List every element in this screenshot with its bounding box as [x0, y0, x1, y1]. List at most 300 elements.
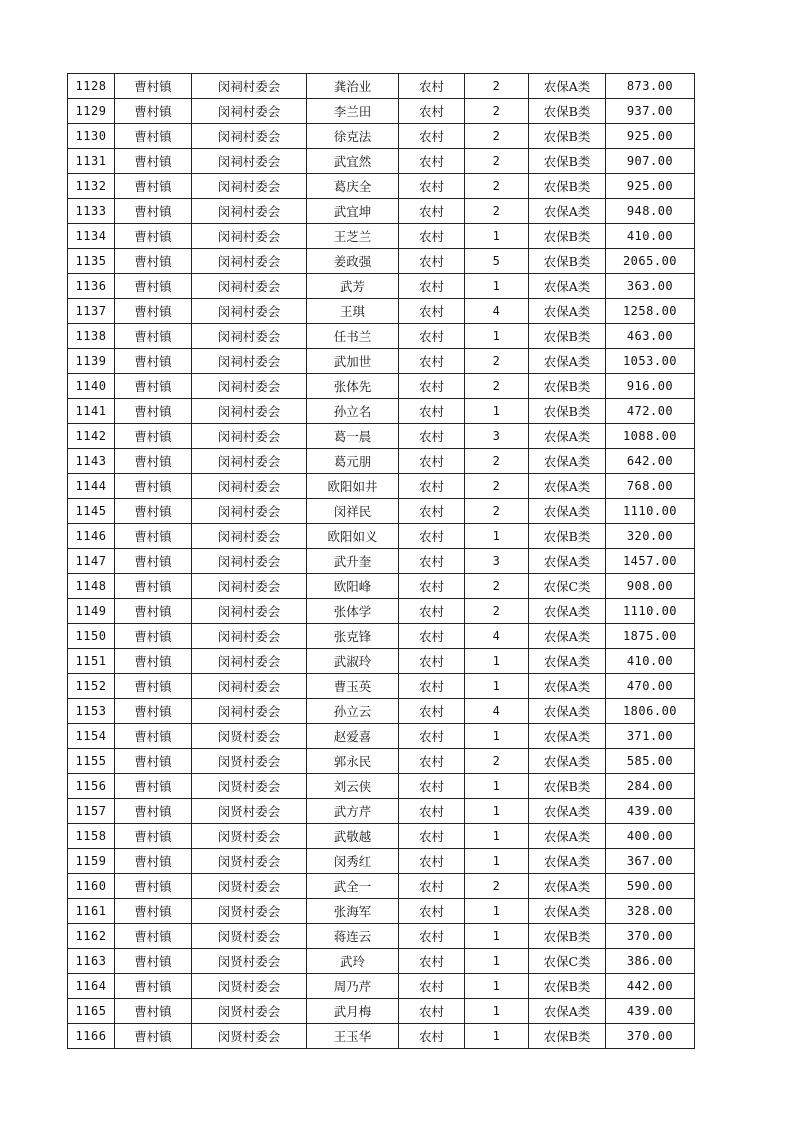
table-row [68, 199, 695, 224]
amount-cell: 370.00 [606, 924, 695, 949]
row-number-cell: 1149 [68, 599, 115, 624]
row-number-cell: 1131 [68, 149, 115, 174]
town-cell: 曹村镇 [115, 774, 192, 799]
village-committee-cell: 闵祠村委会 [192, 574, 307, 599]
insurance-category-cell: 农保C类 [529, 574, 606, 599]
table-row [68, 849, 695, 874]
household-count-cell: 1 [465, 649, 529, 674]
area-type-cell: 农村 [399, 174, 465, 199]
town-cell: 曹村镇 [115, 749, 192, 774]
area-type-cell: 农村 [399, 574, 465, 599]
row-number-cell: 1150 [68, 624, 115, 649]
table-row [68, 799, 695, 824]
person-name-cell: 武玲 [307, 949, 399, 974]
village-committee-cell: 闵祠村委会 [192, 274, 307, 299]
household-count-cell: 4 [465, 299, 529, 324]
area-type-cell: 农村 [399, 324, 465, 349]
area-type-cell: 农村 [399, 899, 465, 924]
row-number-cell: 1145 [68, 499, 115, 524]
area-type-cell: 农村 [399, 949, 465, 974]
village-committee-cell: 闵祠村委会 [192, 549, 307, 574]
insurance-category-cell: 农保A类 [529, 474, 606, 499]
household-count-cell: 4 [465, 624, 529, 649]
row-number-cell: 1147 [68, 549, 115, 574]
person-name-cell: 张海军 [307, 899, 399, 924]
row-number-cell: 1148 [68, 574, 115, 599]
village-committee-cell: 闵贤村委会 [192, 999, 307, 1024]
table-body [68, 74, 695, 1049]
village-committee-cell: 闵贤村委会 [192, 949, 307, 974]
household-count-cell: 1 [465, 924, 529, 949]
amount-cell: 2065.00 [606, 249, 695, 274]
insurance-category-cell: 农保B类 [529, 249, 606, 274]
amount-cell: 320.00 [606, 524, 695, 549]
area-type-cell: 农村 [399, 974, 465, 999]
area-type-cell: 农村 [399, 449, 465, 474]
area-type-cell: 农村 [399, 874, 465, 899]
household-count-cell: 1 [465, 399, 529, 424]
town-cell: 曹村镇 [115, 899, 192, 924]
village-committee-cell: 闵祠村委会 [192, 424, 307, 449]
household-count-cell: 1 [465, 974, 529, 999]
insurance-category-cell: 农保B类 [529, 924, 606, 949]
town-cell: 曹村镇 [115, 674, 192, 699]
person-name-cell: 曹玉英 [307, 674, 399, 699]
town-cell: 曹村镇 [115, 124, 192, 149]
insurance-category-cell: 农保A类 [529, 849, 606, 874]
table-row [68, 774, 695, 799]
insurance-category-cell: 农保A类 [529, 674, 606, 699]
area-type-cell: 农村 [399, 149, 465, 174]
household-count-cell: 2 [465, 199, 529, 224]
village-committee-cell: 闵贤村委会 [192, 799, 307, 824]
household-count-cell: 1 [465, 1024, 529, 1049]
amount-cell: 472.00 [606, 399, 695, 424]
row-number-cell: 1133 [68, 199, 115, 224]
household-count-cell: 2 [465, 149, 529, 174]
town-cell: 曹村镇 [115, 474, 192, 499]
row-number-cell: 1143 [68, 449, 115, 474]
village-committee-cell: 闵贤村委会 [192, 749, 307, 774]
amount-cell: 925.00 [606, 124, 695, 149]
table-row [68, 249, 695, 274]
insurance-category-cell: 农保A类 [529, 499, 606, 524]
insurance-category-cell: 农保B类 [529, 974, 606, 999]
village-committee-cell: 闵贤村委会 [192, 974, 307, 999]
table-row [68, 149, 695, 174]
amount-cell: 1258.00 [606, 299, 695, 324]
town-cell: 曹村镇 [115, 449, 192, 474]
household-count-cell: 2 [465, 499, 529, 524]
village-committee-cell: 闵祠村委会 [192, 174, 307, 199]
insurance-category-cell: 农保B类 [529, 374, 606, 399]
area-type-cell: 农村 [399, 74, 465, 99]
insurance-category-cell: 农保B类 [529, 774, 606, 799]
household-count-cell: 2 [465, 574, 529, 599]
household-count-cell: 1 [465, 524, 529, 549]
row-number-cell: 1138 [68, 324, 115, 349]
insurance-category-cell: 农保A类 [529, 624, 606, 649]
table-row [68, 549, 695, 574]
row-number-cell: 1164 [68, 974, 115, 999]
row-number-cell: 1158 [68, 824, 115, 849]
village-committee-cell: 闵祠村委会 [192, 324, 307, 349]
village-committee-cell: 闵贤村委会 [192, 849, 307, 874]
amount-cell: 363.00 [606, 274, 695, 299]
village-committee-cell: 闵祠村委会 [192, 249, 307, 274]
area-type-cell: 农村 [399, 824, 465, 849]
table-row [68, 824, 695, 849]
area-type-cell: 农村 [399, 524, 465, 549]
amount-cell: 1806.00 [606, 699, 695, 724]
household-count-cell: 1 [465, 999, 529, 1024]
area-type-cell: 农村 [399, 849, 465, 874]
area-type-cell: 农村 [399, 374, 465, 399]
amount-cell: 916.00 [606, 374, 695, 399]
area-type-cell: 农村 [399, 299, 465, 324]
insurance-category-cell: 农保B类 [529, 399, 606, 424]
table-row [68, 624, 695, 649]
household-count-cell: 1 [465, 799, 529, 824]
insurance-category-cell: 农保B类 [529, 324, 606, 349]
person-name-cell: 王芝兰 [307, 224, 399, 249]
area-type-cell: 农村 [399, 724, 465, 749]
row-number-cell: 1162 [68, 924, 115, 949]
town-cell: 曹村镇 [115, 999, 192, 1024]
table-row [68, 224, 695, 249]
town-cell: 曹村镇 [115, 399, 192, 424]
table-row [68, 74, 695, 99]
area-type-cell: 农村 [399, 624, 465, 649]
town-cell: 曹村镇 [115, 1024, 192, 1049]
town-cell: 曹村镇 [115, 174, 192, 199]
area-type-cell: 农村 [399, 1024, 465, 1049]
table-row [68, 1024, 695, 1049]
table-row [68, 874, 695, 899]
household-count-cell: 1 [465, 824, 529, 849]
village-committee-cell: 闵祠村委会 [192, 699, 307, 724]
area-type-cell: 农村 [399, 924, 465, 949]
row-number-cell: 1166 [68, 1024, 115, 1049]
amount-cell: 585.00 [606, 749, 695, 774]
village-committee-cell: 闵贤村委会 [192, 774, 307, 799]
table-row [68, 949, 695, 974]
household-count-cell: 3 [465, 424, 529, 449]
row-number-cell: 1146 [68, 524, 115, 549]
town-cell: 曹村镇 [115, 724, 192, 749]
amount-cell: 873.00 [606, 74, 695, 99]
town-cell: 曹村镇 [115, 599, 192, 624]
area-type-cell: 农村 [399, 474, 465, 499]
amount-cell: 937.00 [606, 99, 695, 124]
row-number-cell: 1156 [68, 774, 115, 799]
town-cell: 曹村镇 [115, 349, 192, 374]
household-count-cell: 1 [465, 724, 529, 749]
table-row [68, 174, 695, 199]
household-count-cell: 2 [465, 874, 529, 899]
row-number-cell: 1136 [68, 274, 115, 299]
person-name-cell: 武月梅 [307, 999, 399, 1024]
amount-cell: 370.00 [606, 1024, 695, 1049]
person-name-cell: 孙立云 [307, 699, 399, 724]
person-name-cell: 龚治业 [307, 74, 399, 99]
area-type-cell: 农村 [399, 224, 465, 249]
village-committee-cell: 闵祠村委会 [192, 199, 307, 224]
row-number-cell: 1137 [68, 299, 115, 324]
person-name-cell: 武宜坤 [307, 199, 399, 224]
table-row [68, 124, 695, 149]
household-count-cell: 1 [465, 274, 529, 299]
table-row [68, 999, 695, 1024]
town-cell: 曹村镇 [115, 524, 192, 549]
area-type-cell: 农村 [399, 249, 465, 274]
amount-cell: 439.00 [606, 999, 695, 1024]
row-number-cell: 1153 [68, 699, 115, 724]
table-row [68, 449, 695, 474]
person-name-cell: 武全一 [307, 874, 399, 899]
person-name-cell: 孙立名 [307, 399, 399, 424]
area-type-cell: 农村 [399, 274, 465, 299]
household-count-cell: 2 [465, 749, 529, 774]
household-count-cell: 1 [465, 224, 529, 249]
area-type-cell: 农村 [399, 199, 465, 224]
household-count-cell: 1 [465, 899, 529, 924]
amount-cell: 590.00 [606, 874, 695, 899]
town-cell: 曹村镇 [115, 949, 192, 974]
person-name-cell: 武宜然 [307, 149, 399, 174]
amount-cell: 400.00 [606, 824, 695, 849]
amount-cell: 925.00 [606, 174, 695, 199]
insurance-category-cell: 农保A类 [529, 649, 606, 674]
row-number-cell: 1151 [68, 649, 115, 674]
insurance-category-cell: 农保A类 [529, 599, 606, 624]
table-row [68, 749, 695, 774]
insurance-category-cell: 农保B类 [529, 99, 606, 124]
table-row [68, 324, 695, 349]
table-row [68, 524, 695, 549]
table-row [68, 974, 695, 999]
village-committee-cell: 闵祠村委会 [192, 374, 307, 399]
person-name-cell: 闵祥民 [307, 499, 399, 524]
amount-cell: 908.00 [606, 574, 695, 599]
household-count-cell: 2 [465, 124, 529, 149]
household-count-cell: 1 [465, 949, 529, 974]
table-row [68, 574, 695, 599]
area-type-cell: 农村 [399, 999, 465, 1024]
table-row [68, 374, 695, 399]
amount-cell: 410.00 [606, 649, 695, 674]
household-count-cell: 1 [465, 324, 529, 349]
person-name-cell: 葛一晨 [307, 424, 399, 449]
amount-cell: 463.00 [606, 324, 695, 349]
village-committee-cell: 闵祠村委会 [192, 649, 307, 674]
insurance-category-cell: 农保A类 [529, 199, 606, 224]
town-cell: 曹村镇 [115, 624, 192, 649]
row-number-cell: 1139 [68, 349, 115, 374]
row-number-cell: 1159 [68, 849, 115, 874]
town-cell: 曹村镇 [115, 574, 192, 599]
village-committee-cell: 闵贤村委会 [192, 824, 307, 849]
person-name-cell: 蒋连云 [307, 924, 399, 949]
area-type-cell: 农村 [399, 424, 465, 449]
insurance-category-cell: 农保A类 [529, 349, 606, 374]
town-cell: 曹村镇 [115, 224, 192, 249]
person-name-cell: 武芳 [307, 274, 399, 299]
document-page [67, 73, 695, 1049]
town-cell: 曹村镇 [115, 649, 192, 674]
table-row [68, 274, 695, 299]
village-committee-cell: 闵祠村委会 [192, 399, 307, 424]
person-name-cell: 周乃芹 [307, 974, 399, 999]
insurance-category-cell: 农保A类 [529, 824, 606, 849]
table-row [68, 299, 695, 324]
insurance-category-cell: 农保B类 [529, 174, 606, 199]
area-type-cell: 农村 [399, 699, 465, 724]
amount-cell: 1088.00 [606, 424, 695, 449]
amount-cell: 284.00 [606, 774, 695, 799]
insurance-category-cell: 农保B类 [529, 524, 606, 549]
town-cell: 曹村镇 [115, 799, 192, 824]
person-name-cell: 李兰田 [307, 99, 399, 124]
village-committee-cell: 闵祠村委会 [192, 299, 307, 324]
area-type-cell: 农村 [399, 399, 465, 424]
person-name-cell: 张克锋 [307, 624, 399, 649]
table-row [68, 349, 695, 374]
household-count-cell: 5 [465, 249, 529, 274]
town-cell: 曹村镇 [115, 874, 192, 899]
row-number-cell: 1163 [68, 949, 115, 974]
table-row [68, 599, 695, 624]
town-cell: 曹村镇 [115, 299, 192, 324]
town-cell: 曹村镇 [115, 424, 192, 449]
subsidy-roster-table [67, 73, 695, 1049]
person-name-cell: 王琪 [307, 299, 399, 324]
town-cell: 曹村镇 [115, 249, 192, 274]
village-committee-cell: 闵祠村委会 [192, 124, 307, 149]
row-number-cell: 1160 [68, 874, 115, 899]
person-name-cell: 张体学 [307, 599, 399, 624]
village-committee-cell: 闵祠村委会 [192, 99, 307, 124]
household-count-cell: 2 [465, 449, 529, 474]
household-count-cell: 2 [465, 74, 529, 99]
insurance-category-cell: 农保C类 [529, 949, 606, 974]
area-type-cell: 农村 [399, 799, 465, 824]
town-cell: 曹村镇 [115, 274, 192, 299]
area-type-cell: 农村 [399, 99, 465, 124]
person-name-cell: 武升奎 [307, 549, 399, 574]
person-name-cell: 徐克法 [307, 124, 399, 149]
village-committee-cell: 闵祠村委会 [192, 524, 307, 549]
area-type-cell: 农村 [399, 124, 465, 149]
insurance-category-cell: 农保B类 [529, 1024, 606, 1049]
amount-cell: 1457.00 [606, 549, 695, 574]
household-count-cell: 4 [465, 699, 529, 724]
amount-cell: 410.00 [606, 224, 695, 249]
household-count-cell: 1 [465, 849, 529, 874]
insurance-category-cell: 农保A类 [529, 449, 606, 474]
amount-cell: 1110.00 [606, 499, 695, 524]
town-cell: 曹村镇 [115, 549, 192, 574]
area-type-cell: 农村 [399, 349, 465, 374]
insurance-category-cell: 农保B类 [529, 149, 606, 174]
village-committee-cell: 闵祠村委会 [192, 674, 307, 699]
row-number-cell: 1130 [68, 124, 115, 149]
area-type-cell: 农村 [399, 649, 465, 674]
row-number-cell: 1155 [68, 749, 115, 774]
household-count-cell: 2 [465, 349, 529, 374]
person-name-cell: 张体先 [307, 374, 399, 399]
insurance-category-cell: 农保A类 [529, 74, 606, 99]
amount-cell: 371.00 [606, 724, 695, 749]
insurance-category-cell: 农保A类 [529, 299, 606, 324]
person-name-cell: 武方芹 [307, 799, 399, 824]
town-cell: 曹村镇 [115, 324, 192, 349]
village-committee-cell: 闵祠村委会 [192, 599, 307, 624]
table-row [68, 399, 695, 424]
amount-cell: 768.00 [606, 474, 695, 499]
insurance-category-cell: 农保A类 [529, 799, 606, 824]
town-cell: 曹村镇 [115, 74, 192, 99]
row-number-cell: 1161 [68, 899, 115, 924]
table-row [68, 424, 695, 449]
row-number-cell: 1141 [68, 399, 115, 424]
insurance-category-cell: 农保A类 [529, 999, 606, 1024]
village-committee-cell: 闵贤村委会 [192, 899, 307, 924]
person-name-cell: 姜政强 [307, 249, 399, 274]
row-number-cell: 1152 [68, 674, 115, 699]
row-number-cell: 1132 [68, 174, 115, 199]
insurance-category-cell: 农保A类 [529, 899, 606, 924]
person-name-cell: 闵秀红 [307, 849, 399, 874]
town-cell: 曹村镇 [115, 149, 192, 174]
household-count-cell: 2 [465, 474, 529, 499]
row-number-cell: 1140 [68, 374, 115, 399]
amount-cell: 1875.00 [606, 624, 695, 649]
village-committee-cell: 闵祠村委会 [192, 224, 307, 249]
area-type-cell: 农村 [399, 499, 465, 524]
town-cell: 曹村镇 [115, 99, 192, 124]
insurance-category-cell: 农保B类 [529, 124, 606, 149]
village-committee-cell: 闵祠村委会 [192, 449, 307, 474]
area-type-cell: 农村 [399, 674, 465, 699]
row-number-cell: 1135 [68, 249, 115, 274]
amount-cell: 1110.00 [606, 599, 695, 624]
household-count-cell: 2 [465, 374, 529, 399]
person-name-cell: 欧阳如义 [307, 524, 399, 549]
insurance-category-cell: 农保A类 [529, 274, 606, 299]
village-committee-cell: 闵贤村委会 [192, 874, 307, 899]
insurance-category-cell: 农保B类 [529, 224, 606, 249]
person-name-cell: 武加世 [307, 349, 399, 374]
table-row [68, 474, 695, 499]
table-row [68, 649, 695, 674]
row-number-cell: 1144 [68, 474, 115, 499]
amount-cell: 470.00 [606, 674, 695, 699]
town-cell: 曹村镇 [115, 924, 192, 949]
table-row [68, 674, 695, 699]
town-cell: 曹村镇 [115, 699, 192, 724]
amount-cell: 907.00 [606, 149, 695, 174]
village-committee-cell: 闵祠村委会 [192, 499, 307, 524]
person-name-cell: 葛元朋 [307, 449, 399, 474]
area-type-cell: 农村 [399, 549, 465, 574]
town-cell: 曹村镇 [115, 374, 192, 399]
person-name-cell: 赵爱喜 [307, 724, 399, 749]
row-number-cell: 1165 [68, 999, 115, 1024]
area-type-cell: 农村 [399, 774, 465, 799]
insurance-category-cell: 农保A类 [529, 724, 606, 749]
area-type-cell: 农村 [399, 599, 465, 624]
